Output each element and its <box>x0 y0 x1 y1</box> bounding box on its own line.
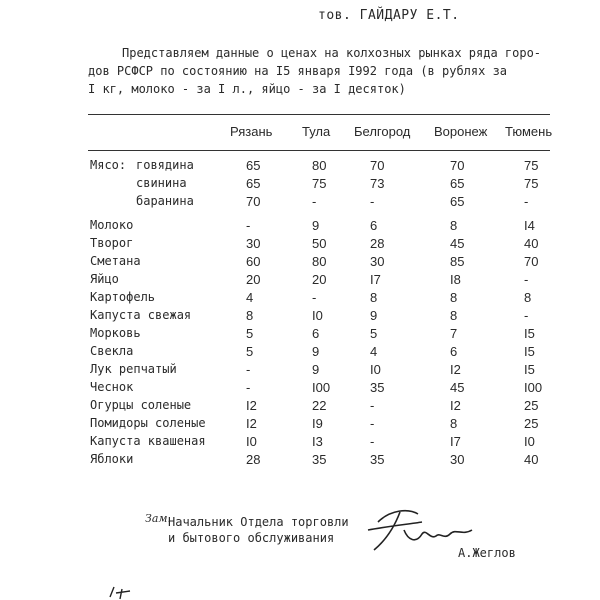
signatory-name: А.Жеглов <box>458 546 516 560</box>
price-cell: 8 <box>450 290 458 305</box>
table-row <box>0 380 600 397</box>
price-cell: 30 <box>450 452 465 467</box>
price-cell: 35 <box>370 452 385 467</box>
price-cell: 28 <box>370 236 385 251</box>
price-cell: 70 <box>524 254 539 269</box>
table-row <box>0 158 600 175</box>
price-cell: I0 <box>312 308 323 323</box>
row-label: Капуста квашеная <box>90 434 206 448</box>
price-cell: 20 <box>246 272 261 287</box>
margin-mark <box>108 585 148 600</box>
row-label: Сметана <box>90 254 141 268</box>
price-cell: 8 <box>450 218 458 233</box>
price-cell: 25 <box>524 416 539 431</box>
price-cell: 75 <box>312 176 327 191</box>
price-cell: 45 <box>450 380 465 395</box>
price-cell: 85 <box>450 254 465 269</box>
price-cell: 20 <box>312 272 327 287</box>
row-label: Капуста свежая <box>90 308 192 322</box>
price-cell: I7 <box>370 272 381 287</box>
price-cell: I4 <box>524 218 535 233</box>
city-header: Белгород <box>354 124 411 139</box>
price-cell: I2 <box>450 362 461 377</box>
price-cell: 6 <box>312 326 320 341</box>
row-label: Свекла <box>90 344 134 358</box>
price-cell: 8 <box>450 308 458 323</box>
table-row <box>0 176 600 193</box>
price-cell: - <box>246 218 251 233</box>
price-cell: - <box>246 380 251 395</box>
table-row <box>0 344 600 361</box>
price-cell: 75 <box>524 158 539 173</box>
price-cell: I0 <box>524 434 535 449</box>
table-row <box>0 290 600 307</box>
price-cell: 4 <box>246 290 254 305</box>
price-cell: 30 <box>370 254 385 269</box>
row-label: Яйцо <box>90 272 119 286</box>
price-cell: 80 <box>312 254 327 269</box>
city-header: Воронеж <box>434 124 488 139</box>
price-cell: - <box>524 308 529 323</box>
price-cell: I2 <box>246 416 257 431</box>
table-row <box>0 434 600 451</box>
intro-line-1: Представляем данные о ценах на колхозных рынках ряда горо- <box>122 46 542 60</box>
price-cell: 40 <box>524 452 539 467</box>
price-cell: - <box>246 362 251 377</box>
price-cell: - <box>312 290 317 305</box>
price-cell: 8 <box>524 290 532 305</box>
price-cell: 6 <box>370 218 378 233</box>
addressee: тов. ГАЙДАРУ Е.Т. <box>318 8 460 23</box>
price-cell: 65 <box>450 176 465 191</box>
price-cell: I5 <box>524 326 535 341</box>
price-cell: 60 <box>246 254 261 269</box>
table-row <box>0 254 600 271</box>
price-cell: - <box>312 194 317 209</box>
price-cell: 65 <box>246 176 261 191</box>
intro-line-2: дов РСФСР по состоянию на I5 января I992 года (в рублях за <box>88 64 508 78</box>
price-cell: 28 <box>246 452 261 467</box>
row-label: Огурцы соленые <box>90 398 192 412</box>
row-group-label: Мясо: <box>90 158 127 172</box>
price-cell: 70 <box>246 194 261 209</box>
table-row <box>0 194 600 211</box>
table-row <box>0 308 600 325</box>
city-header: Тула <box>302 124 331 139</box>
price-cell: - <box>370 194 375 209</box>
price-cell: 22 <box>312 398 327 413</box>
table-row <box>0 416 600 433</box>
row-label: Яблоки <box>90 452 134 466</box>
signatory-prefix: Зам. <box>145 512 172 525</box>
price-cell: 7 <box>450 326 458 341</box>
price-cell: 45 <box>450 236 465 251</box>
table-row <box>0 272 600 289</box>
price-cell: - <box>524 194 529 209</box>
row-label: свинина <box>136 176 187 190</box>
price-cell: 9 <box>370 308 378 323</box>
price-cell: 4 <box>370 344 378 359</box>
price-cell: 35 <box>312 452 327 467</box>
price-cell: 40 <box>524 236 539 251</box>
price-cell: 6 <box>450 344 458 359</box>
price-cell: 8 <box>450 416 458 431</box>
table-row <box>0 236 600 253</box>
price-cell: I7 <box>450 434 461 449</box>
city-header: Рязань <box>230 124 273 139</box>
price-cell: 65 <box>450 194 465 209</box>
price-cell: 65 <box>246 158 261 173</box>
table-header-rule <box>88 150 550 151</box>
intro-line-3: I кг, молоко - за I л., яйцо - за I десяток) <box>88 82 406 96</box>
signatory-title-line-2: и бытового обслуживания <box>168 531 335 545</box>
price-cell: 8 <box>246 308 254 323</box>
price-cell: 9 <box>312 344 320 359</box>
price-cell: I2 <box>246 398 257 413</box>
price-cell: 50 <box>312 236 327 251</box>
city-header: Тюмень <box>505 124 553 139</box>
intro-paragraph <box>88 44 558 98</box>
row-label: Помидоры соленые <box>90 416 206 430</box>
price-cell: I00 <box>524 380 543 395</box>
price-cell: I8 <box>450 272 461 287</box>
row-label: Морковь <box>90 326 141 340</box>
price-cell: 5 <box>246 326 254 341</box>
price-cell: 73 <box>370 176 385 191</box>
price-cell: 75 <box>524 176 539 191</box>
price-cell: 25 <box>524 398 539 413</box>
price-cell: - <box>370 434 375 449</box>
table-row <box>0 398 600 415</box>
row-label: Картофель <box>90 290 156 304</box>
price-cell: 9 <box>312 362 320 377</box>
price-cell: I3 <box>312 434 323 449</box>
price-cell: 5 <box>370 326 378 341</box>
signatory-title <box>168 514 349 546</box>
price-cell: 35 <box>370 380 385 395</box>
price-cell: I5 <box>524 362 535 377</box>
price-cell: - <box>370 398 375 413</box>
price-cell: I5 <box>524 344 535 359</box>
row-label: Чеснок <box>90 380 134 394</box>
price-cell: 5 <box>246 344 254 359</box>
row-label: Творог <box>90 236 134 250</box>
signatory-title-line-1: Начальник Отдела торговли <box>168 515 349 529</box>
price-cell: I2 <box>450 398 461 413</box>
price-cell: 8 <box>370 290 378 305</box>
table-row <box>0 326 600 343</box>
row-label: Молоко <box>90 218 134 232</box>
row-label: Лук репчатый <box>90 362 177 376</box>
price-cell: 70 <box>450 158 465 173</box>
price-cell: - <box>370 416 375 431</box>
price-cell: - <box>524 272 529 287</box>
table-row <box>0 218 600 235</box>
table-top-rule <box>88 114 550 115</box>
price-cell: 70 <box>370 158 385 173</box>
price-cell: 80 <box>312 158 327 173</box>
table-row <box>0 362 600 379</box>
price-cell: I9 <box>312 416 323 431</box>
table-row <box>0 452 600 469</box>
price-cell: I0 <box>370 362 381 377</box>
row-label: баранина <box>136 194 194 208</box>
row-label: говядина <box>136 158 194 172</box>
price-cell: 9 <box>312 218 320 233</box>
price-cell: I0 <box>246 434 257 449</box>
price-cell: 30 <box>246 236 261 251</box>
price-cell: I00 <box>312 380 331 395</box>
